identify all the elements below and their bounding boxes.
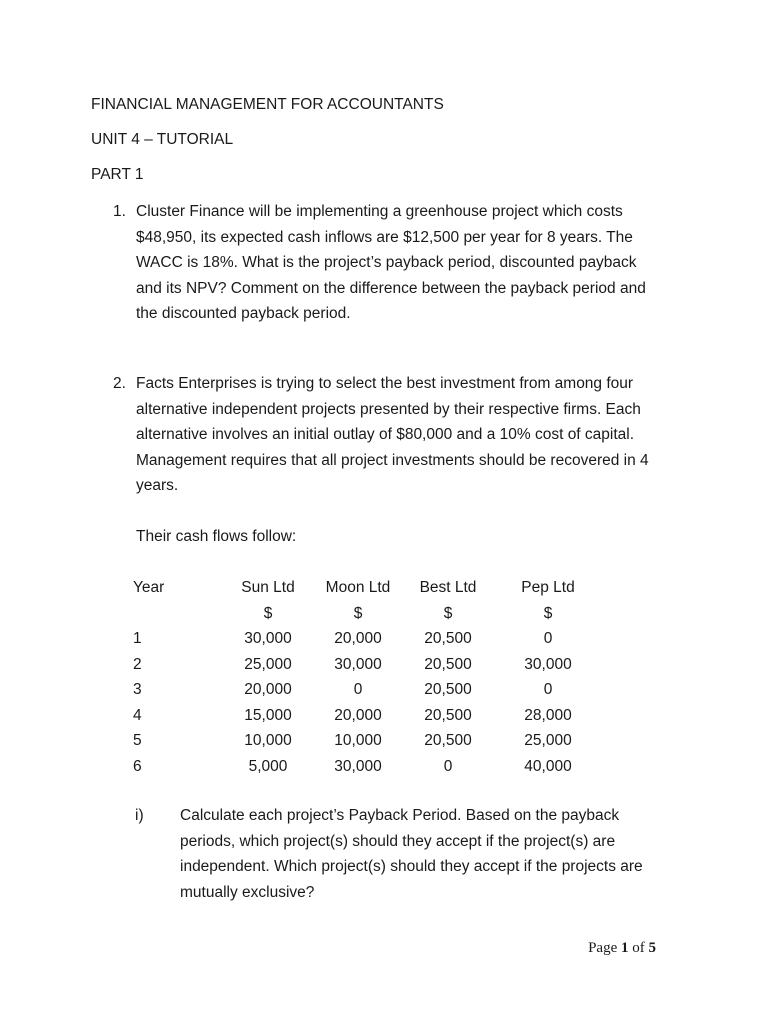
table-cell: 15,000 [244, 706, 292, 724]
table-row [133, 703, 603, 729]
table-cell: 30,000 [244, 630, 292, 647]
table-row [133, 652, 603, 678]
table-cell: 25,000 [524, 732, 572, 749]
cash-flow-table [133, 575, 603, 779]
table-header-cell: Year [133, 579, 165, 596]
table-row [133, 677, 603, 703]
table-cell: 20,000 [334, 630, 382, 647]
table-cell: 20,500 [424, 630, 472, 647]
table-cell: 25,000 [244, 655, 292, 673]
table-cell: 6 [133, 757, 142, 775]
table-cell: 0 [353, 681, 363, 698]
footer-total-pages: 5 [648, 940, 656, 956]
unit-heading: UNIT 4 – TUTORIAL [91, 131, 234, 148]
question-number: 2. [113, 375, 126, 392]
course-title: FINANCIAL MANAGEMENT FOR ACCOUNTANTS [91, 96, 444, 113]
cash-flows-intro: Their cash flows follow: [136, 528, 297, 545]
footer-of-word: of [632, 940, 645, 956]
table-units-row [133, 601, 603, 627]
table-header-cell: Moon Ltd [325, 579, 391, 596]
table-header-cell: Sun Ltd [241, 579, 295, 596]
table-unit-cell: $ [353, 604, 363, 622]
table-cell: 10,000 [244, 732, 292, 749]
table-row [133, 754, 603, 780]
table-unit-cell [133, 601, 223, 627]
table-cell: 20,500 [424, 681, 472, 698]
table-header-cell: Pep Ltd [521, 579, 575, 596]
table-header-cell: Best Ltd [419, 579, 477, 596]
footer-page-word: Page [588, 940, 618, 956]
table-cell: 0 [543, 630, 553, 647]
table-cell: 20,000 [244, 681, 292, 698]
table-row [133, 728, 603, 754]
table-cell: 3 [133, 681, 142, 698]
table-cell: 10,000 [334, 732, 382, 749]
table-cell: 5,000 [248, 757, 288, 775]
table-cell: 20,000 [334, 706, 382, 724]
table-cell: 40,000 [524, 757, 572, 775]
footer-page-number: 1 [621, 940, 629, 956]
question-number: 1. [113, 203, 126, 220]
table-cell: 30,000 [334, 757, 382, 775]
sub-question-label: i) [135, 807, 144, 824]
table-cell: 0 [443, 757, 453, 775]
table-cell: 4 [133, 706, 142, 724]
table-cell: 28,000 [524, 706, 572, 724]
question-text: Cluster Finance will be implementing a greenhouse project which costs $48,950, its expected cash inflows are $12,500 per year for 8 years. The WACC is 18%. What is the project’s payback period, discounted payback and its NPV? Comment on the difference between the payback period and the discounted payback period. [136, 203, 646, 322]
table-cell: 1 [133, 630, 142, 647]
table-cell: 30,000 [334, 655, 382, 673]
table-header-row [133, 575, 603, 601]
table-cell: 5 [133, 732, 142, 749]
table-unit-cell: $ [443, 604, 453, 622]
sub-question-text: Calculate each project’s Payback Period. Based on the payback periods, which project(s) should they accept if the project(s) are independent. Which project(s) should they accept if the projects are mutually exclusive? [180, 807, 643, 901]
part-heading: PART 1 [91, 166, 144, 183]
table-row [133, 626, 603, 652]
table-unit-cell: $ [543, 604, 553, 622]
question-text: Facts Enterprises is trying to select the best investment from among four alternative independent projects presented by their respective firms. Each alternative involves an initial outlay of $80,000 and a 10% cost of capital. Management requires that all project investments should be recovered in 4 years. [136, 375, 649, 494]
page-footer [588, 940, 656, 957]
table-cell: 20,500 [424, 732, 472, 749]
table-cell: 20,500 [424, 706, 472, 724]
table-cell: 30,000 [524, 655, 572, 673]
table-unit-cell: $ [263, 604, 273, 622]
table-cell: 0 [543, 681, 553, 698]
table-cell: 20,500 [424, 655, 472, 673]
table-cell: 2 [133, 655, 142, 673]
